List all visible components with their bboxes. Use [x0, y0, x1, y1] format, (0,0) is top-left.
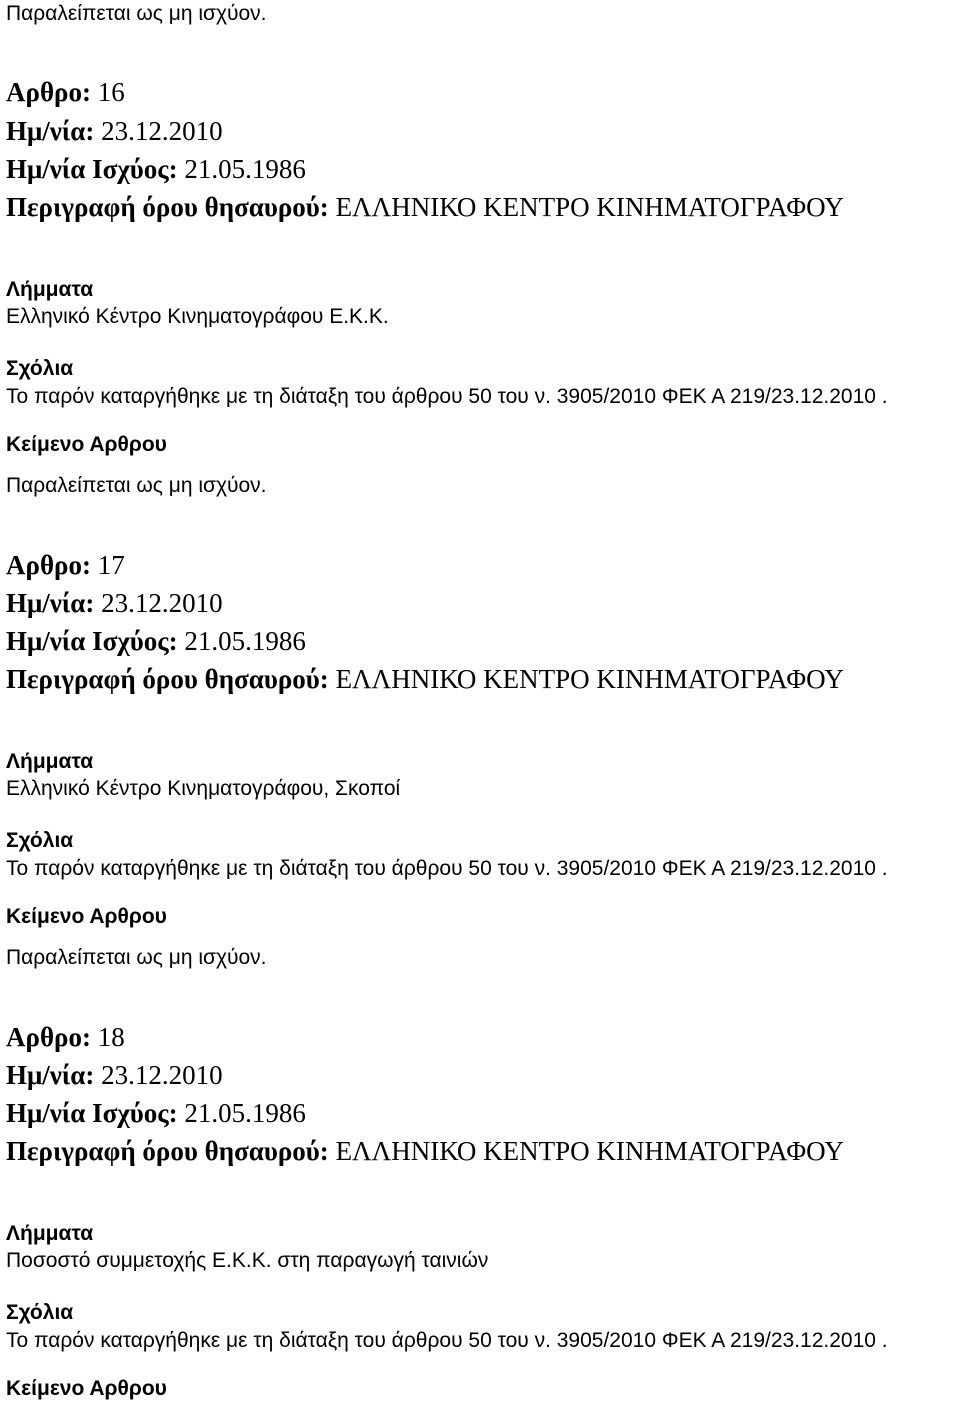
effective-date-value: 21.05.1986	[184, 154, 306, 184]
article-number	[6, 1020, 125, 1054]
lemmas-heading: Λήμματα	[6, 278, 94, 301]
lemmas-value: Ελληνικό Κέντρο Κινηματογράφου, Σκοποί	[6, 777, 401, 800]
comments-value: Το παρόν καταργήθηκε με τη διάταξη του άρθρου 50 του ν. 3905/2010 ΦΕΚ Α 219/23.12.2010 .	[6, 385, 888, 408]
lemmas-value: Ελληνικό Κέντρο Κινηματογράφου Ε.Κ.Κ.	[6, 305, 389, 328]
comments-heading: Σχόλια	[6, 829, 74, 852]
article-effective-date	[6, 1096, 306, 1130]
article-text-heading: Κείμενο Αρθρου	[6, 1377, 167, 1400]
article-effective-date	[6, 624, 306, 658]
thesaurus-term	[6, 1134, 844, 1168]
effective-date-value: 21.05.1986	[184, 1098, 306, 1128]
effective-date-label: Ημ/νία Ισχύος:	[6, 154, 178, 184]
comments-value: Το παρόν καταργήθηκε με τη διάταξη του άρθρου 50 του ν. 3905/2010 ΦΕΚ Α 219/23.12.2010 .	[6, 1329, 888, 1352]
thesaurus-value: ΕΛΛΗΝΙΚΟ ΚΕΝΤΡΟ ΚΙΝΗΜΑΤΟΓΡΑΦΟΥ	[335, 192, 844, 222]
thesaurus-label: Περιγραφή όρου θησαυρού:	[6, 192, 329, 222]
thesaurus-term	[6, 662, 844, 696]
comments-heading: Σχόλια	[6, 357, 74, 380]
article-label: Αρθρο:	[6, 550, 91, 580]
article-number-value: 17	[97, 550, 125, 580]
article-number-value: 18	[97, 1022, 125, 1052]
thesaurus-term	[6, 190, 844, 224]
effective-date-value: 21.05.1986	[184, 626, 306, 656]
article-number	[6, 75, 125, 109]
article-number	[6, 548, 125, 582]
article-date	[6, 114, 223, 148]
date-value: 23.12.2010	[101, 116, 223, 146]
comments-value: Το παρόν καταργήθηκε με τη διάταξη του άρθρου 50 του ν. 3905/2010 ΦΕΚ Α 219/23.12.2010 .	[6, 857, 888, 880]
thesaurus-label: Περιγραφή όρου θησαυρού:	[6, 664, 329, 694]
comments-heading: Σχόλια	[6, 1301, 74, 1324]
date-label: Ημ/νία:	[6, 588, 95, 618]
date-label: Ημ/νία:	[6, 1060, 95, 1090]
article-text-value: Παραλείπεται ως μη ισχύον.	[6, 946, 267, 969]
article-label: Αρθρο:	[6, 1022, 91, 1052]
thesaurus-label: Περιγραφή όρου θησαυρού:	[6, 1136, 329, 1166]
date-value: 23.12.2010	[101, 1060, 223, 1090]
date-label: Ημ/νία:	[6, 116, 95, 146]
article-number-value: 16	[97, 77, 125, 107]
date-value: 23.12.2010	[101, 588, 223, 618]
article-text-heading: Κείμενο Αρθρου	[6, 905, 167, 928]
effective-date-label: Ημ/νία Ισχύος:	[6, 1098, 178, 1128]
article-label: Αρθρο:	[6, 77, 91, 107]
thesaurus-value: ΕΛΛΗΝΙΚΟ ΚΕΝΤΡΟ ΚΙΝΗΜΑΤΟΓΡΑΦΟΥ	[335, 664, 844, 694]
article-date	[6, 586, 223, 620]
omitted-text: Παραλείπεται ως μη ισχύον.	[6, 2, 267, 25]
lemmas-value: Ποσοστό συμμετοχής Ε.Κ.Κ. στη παραγωγή ταινιών	[6, 1249, 489, 1272]
thesaurus-value: ΕΛΛΗΝΙΚΟ ΚΕΝΤΡΟ ΚΙΝΗΜΑΤΟΓΡΑΦΟΥ	[335, 1136, 844, 1166]
lemmas-heading: Λήμματα	[6, 1222, 94, 1245]
effective-date-label: Ημ/νία Ισχύος:	[6, 626, 178, 656]
article-effective-date	[6, 152, 306, 186]
article-text-value: Παραλείπεται ως μη ισχύον.	[6, 474, 267, 497]
article-text-heading: Κείμενο Αρθρου	[6, 433, 167, 456]
lemmas-heading: Λήμματα	[6, 750, 94, 773]
article-date	[6, 1058, 223, 1092]
